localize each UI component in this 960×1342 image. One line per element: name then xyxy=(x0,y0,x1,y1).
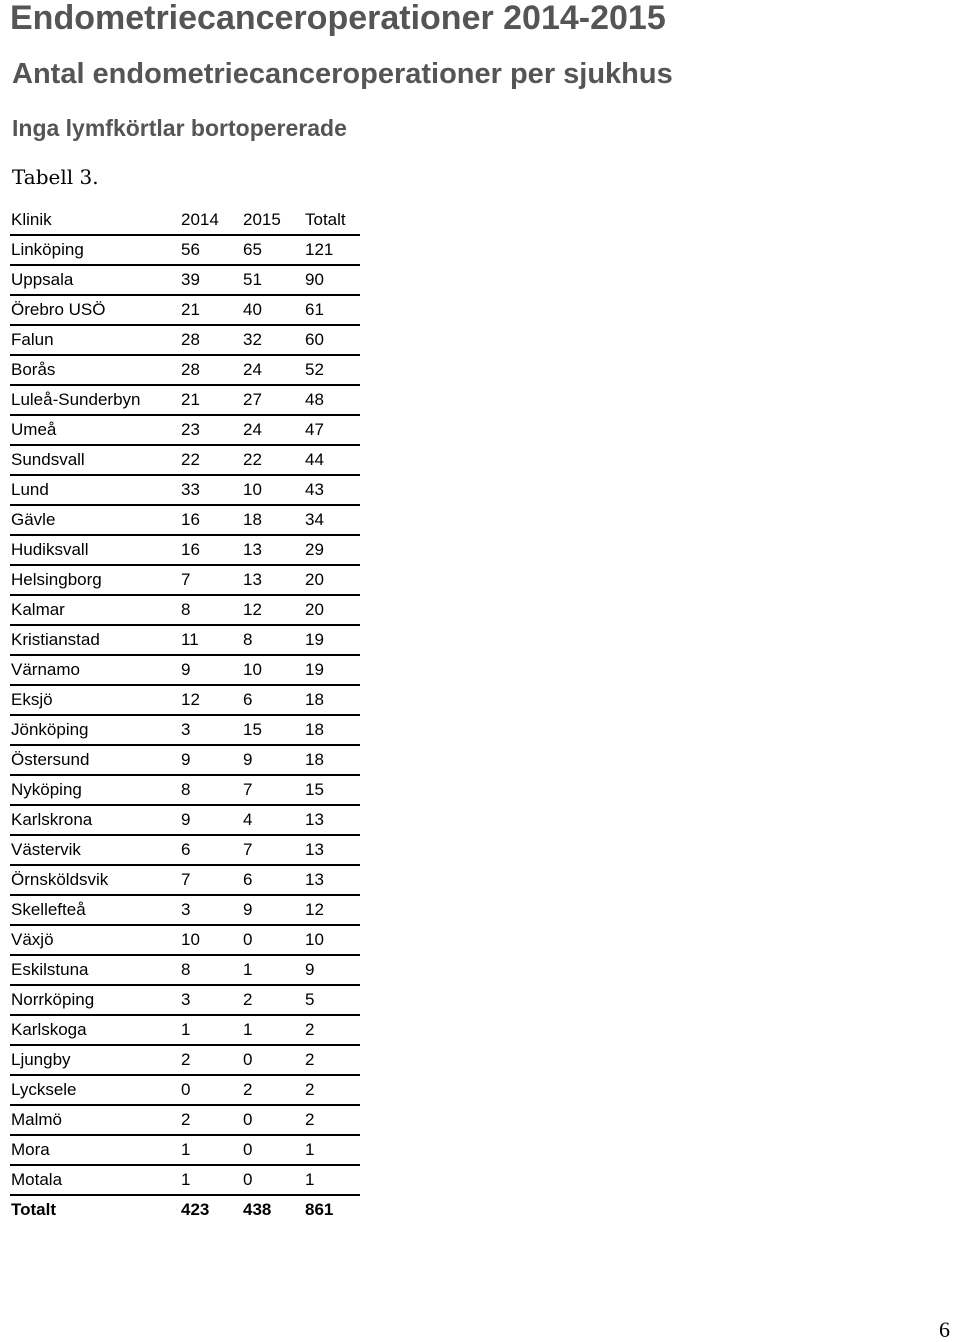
cell-2014: 11 xyxy=(181,625,243,655)
cell-clinic: Örnsköldsvik xyxy=(10,865,181,895)
cell-2015: 27 xyxy=(243,385,305,415)
table-row xyxy=(10,595,360,625)
cell-clinic: Skellefteå xyxy=(10,895,181,925)
cell-clinic: Luleå-Sunderbyn xyxy=(10,385,181,415)
cell-total: 5 xyxy=(305,985,360,1015)
cell-clinic: Sundsvall xyxy=(10,445,181,475)
cell-2014: 56 xyxy=(181,235,243,265)
cell-total: 60 xyxy=(305,325,360,355)
table-row xyxy=(10,955,360,985)
table-row xyxy=(10,835,360,865)
cell-2014: 21 xyxy=(181,295,243,325)
table-row xyxy=(10,775,360,805)
table-caption: Tabell 3. xyxy=(12,165,99,189)
cell-2014: 10 xyxy=(181,925,243,955)
table-header-row xyxy=(10,206,360,235)
table-row xyxy=(10,715,360,745)
table-row xyxy=(10,475,360,505)
cell-clinic: Örebro USÖ xyxy=(10,295,181,325)
table-row xyxy=(10,235,360,265)
cell-clinic: Linköping xyxy=(10,235,181,265)
cell-2015: 13 xyxy=(243,535,305,565)
cell-2015: 1 xyxy=(243,955,305,985)
cell-clinic: Helsingborg xyxy=(10,565,181,595)
cell-2014: 3 xyxy=(181,715,243,745)
cell-2014: 28 xyxy=(181,355,243,385)
cell-clinic: Växjö xyxy=(10,925,181,955)
cell-2015: 24 xyxy=(243,415,305,445)
page-title: Endometriecanceroperationer 2014-2015 xyxy=(10,0,666,37)
cell-total: 61 xyxy=(305,295,360,325)
cell-total: 20 xyxy=(305,595,360,625)
table-row xyxy=(10,895,360,925)
cell-total: 2 xyxy=(305,1075,360,1105)
cell-clinic: Uppsala xyxy=(10,265,181,295)
cell-2014: 33 xyxy=(181,475,243,505)
cell-total: 9 xyxy=(305,955,360,985)
table-row xyxy=(10,505,360,535)
cell-clinic: Lycksele xyxy=(10,1075,181,1105)
cell-2015: 6 xyxy=(243,685,305,715)
cell-2015: 7 xyxy=(243,775,305,805)
table-row xyxy=(10,445,360,475)
cell-2015: 7 xyxy=(243,835,305,865)
table-row xyxy=(10,925,360,955)
cell-total: 15 xyxy=(305,775,360,805)
cell-total: 13 xyxy=(305,835,360,865)
table-row xyxy=(10,535,360,565)
cell-clinic: Ljungby xyxy=(10,1045,181,1075)
cell-2014: 21 xyxy=(181,385,243,415)
cell-2014: 1 xyxy=(181,1135,243,1165)
cell-2014: 23 xyxy=(181,415,243,445)
cell-total: 19 xyxy=(305,625,360,655)
table-body xyxy=(10,235,360,1224)
cell-2014: 28 xyxy=(181,325,243,355)
cell-clinic: Gävle xyxy=(10,505,181,535)
cell-2014: 6 xyxy=(181,835,243,865)
table-row xyxy=(10,415,360,445)
cell-2014: 22 xyxy=(181,445,243,475)
cell-2015: 0 xyxy=(243,1135,305,1165)
cell-2015: 40 xyxy=(243,295,305,325)
table-row xyxy=(10,1075,360,1105)
cell-total: 48 xyxy=(305,385,360,415)
cell-2015: 12 xyxy=(243,595,305,625)
cell-2015: 8 xyxy=(243,625,305,655)
table-row xyxy=(10,265,360,295)
cell-clinic: Mora xyxy=(10,1135,181,1165)
cell-2015: 65 xyxy=(243,235,305,265)
cell-total: 18 xyxy=(305,715,360,745)
cell-total: 13 xyxy=(305,805,360,835)
cell-2015: 6 xyxy=(243,865,305,895)
cell-total: 10 xyxy=(305,925,360,955)
cell-clinic: Karlskoga xyxy=(10,1015,181,1045)
column-header-2015: 2015 xyxy=(243,206,305,235)
cell-2014: 9 xyxy=(181,805,243,835)
table-row xyxy=(10,745,360,775)
cell-2015: 22 xyxy=(243,445,305,475)
total-cell-2014: 423 xyxy=(181,1200,210,1219)
column-header-clinic: Klinik xyxy=(10,206,181,235)
cell-total: 34 xyxy=(305,505,360,535)
cell-total: 12 xyxy=(305,895,360,925)
cell-2015: 51 xyxy=(243,265,305,295)
cell-clinic: Jönköping xyxy=(10,715,181,745)
cell-2015: 10 xyxy=(243,655,305,685)
cell-clinic: Nyköping xyxy=(10,775,181,805)
cell-2015: 0 xyxy=(243,1165,305,1195)
cell-clinic: Borås xyxy=(10,355,181,385)
table-row xyxy=(10,565,360,595)
cell-clinic: Falun xyxy=(10,325,181,355)
cell-2014: 39 xyxy=(181,265,243,295)
cell-2014: 1 xyxy=(181,1015,243,1045)
table-row xyxy=(10,295,360,325)
cell-total: 18 xyxy=(305,685,360,715)
cell-total: 52 xyxy=(305,355,360,385)
cell-total: 19 xyxy=(305,655,360,685)
cell-clinic: Umeå xyxy=(10,415,181,445)
cell-clinic: Eksjö xyxy=(10,685,181,715)
cell-clinic: Kristianstad xyxy=(10,625,181,655)
cell-2014: 0 xyxy=(181,1075,243,1105)
cell-2015: 9 xyxy=(243,895,305,925)
cell-clinic: Kalmar xyxy=(10,595,181,625)
table-row xyxy=(10,805,360,835)
cell-2014: 8 xyxy=(181,775,243,805)
total-cell-clinic: Totalt xyxy=(11,1200,57,1219)
cell-total: 2 xyxy=(305,1105,360,1135)
cell-clinic: Hudiksvall xyxy=(10,535,181,565)
cell-2014: 7 xyxy=(181,865,243,895)
table-row xyxy=(10,985,360,1015)
cell-total: 1 xyxy=(305,1135,360,1165)
column-header-2014: 2014 xyxy=(181,206,243,235)
table-total-row xyxy=(10,1195,360,1224)
table-row xyxy=(10,385,360,415)
table-row xyxy=(10,655,360,685)
cell-2015: 10 xyxy=(243,475,305,505)
cell-2015: 2 xyxy=(243,1075,305,1105)
cell-clinic: Motala xyxy=(10,1165,181,1195)
cell-2015: 18 xyxy=(243,505,305,535)
table-row xyxy=(10,685,360,715)
cell-total: 2 xyxy=(305,1015,360,1045)
cell-2015: 2 xyxy=(243,985,305,1015)
table-row xyxy=(10,355,360,385)
cell-total: 18 xyxy=(305,745,360,775)
cell-2014: 8 xyxy=(181,595,243,625)
cell-2014: 9 xyxy=(181,745,243,775)
total-cell-total: 861 xyxy=(305,1200,334,1219)
cell-total: 2 xyxy=(305,1045,360,1075)
page-number: 6 xyxy=(939,1317,950,1342)
page-subtitle: Antal endometriecanceroperationer per sjukhus xyxy=(12,58,673,90)
cell-clinic: Norrköping xyxy=(10,985,181,1015)
cell-clinic: Karlskrona xyxy=(10,805,181,835)
cell-2014: 16 xyxy=(181,505,243,535)
cell-2014: 2 xyxy=(181,1045,243,1075)
cell-2015: 24 xyxy=(243,355,305,385)
table-row xyxy=(10,325,360,355)
cell-clinic: Lund xyxy=(10,475,181,505)
cell-2014: 3 xyxy=(181,985,243,1015)
cell-2015: 0 xyxy=(243,1045,305,1075)
table-row xyxy=(10,625,360,655)
cell-2015: 0 xyxy=(243,925,305,955)
cell-2015: 13 xyxy=(243,565,305,595)
cell-total: 90 xyxy=(305,265,360,295)
cell-clinic: Eskilstuna xyxy=(10,955,181,985)
cell-total: 43 xyxy=(305,475,360,505)
table-row xyxy=(10,1165,360,1195)
table-row xyxy=(10,1105,360,1135)
cell-clinic: Värnamo xyxy=(10,655,181,685)
hospital-table xyxy=(10,206,360,1224)
cell-total: 121 xyxy=(305,235,360,265)
cell-total: 29 xyxy=(305,535,360,565)
total-cell-2015: 438 xyxy=(243,1200,272,1219)
cell-2015: 0 xyxy=(243,1105,305,1135)
cell-2014: 9 xyxy=(181,655,243,685)
cell-total: 20 xyxy=(305,565,360,595)
cell-total: 1 xyxy=(305,1165,360,1195)
cell-2014: 2 xyxy=(181,1105,243,1135)
section-heading: Inga lymfkörtlar bortopererade xyxy=(12,115,347,141)
cell-2015: 15 xyxy=(243,715,305,745)
cell-2014: 16 xyxy=(181,535,243,565)
table-row xyxy=(10,1045,360,1075)
cell-clinic: Västervik xyxy=(10,835,181,865)
cell-2015: 1 xyxy=(243,1015,305,1045)
cell-total: 47 xyxy=(305,415,360,445)
table-row xyxy=(10,865,360,895)
cell-total: 13 xyxy=(305,865,360,895)
cell-2014: 7 xyxy=(181,565,243,595)
cell-total: 44 xyxy=(305,445,360,475)
cell-2015: 32 xyxy=(243,325,305,355)
table-row xyxy=(10,1135,360,1165)
cell-2014: 1 xyxy=(181,1165,243,1195)
table-row xyxy=(10,1015,360,1045)
column-header-total: Totalt xyxy=(305,206,360,235)
cell-clinic: Östersund xyxy=(10,745,181,775)
cell-2014: 12 xyxy=(181,685,243,715)
cell-clinic: Malmö xyxy=(10,1105,181,1135)
cell-2015: 9 xyxy=(243,745,305,775)
cell-2014: 8 xyxy=(181,955,243,985)
cell-2014: 3 xyxy=(181,895,243,925)
cell-2015: 4 xyxy=(243,805,305,835)
